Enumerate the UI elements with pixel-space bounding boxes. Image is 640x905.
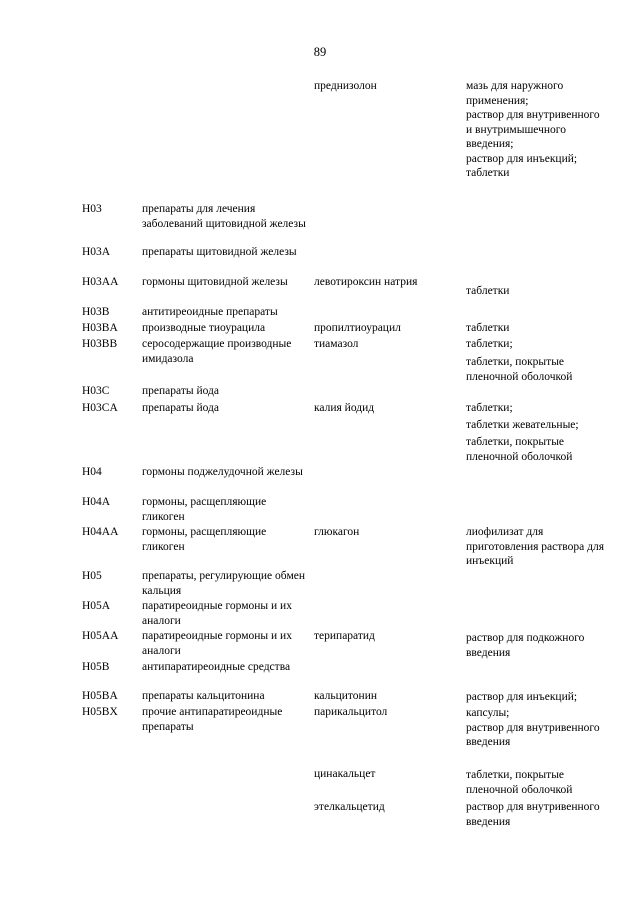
atc-group-cell: антитиреоидные препараты [142, 306, 278, 318]
inn-cell: калия йодид [314, 402, 375, 414]
atc-group-cell: производные тиоурацила [142, 322, 266, 334]
atc-code-cell: H04 [82, 466, 102, 478]
atc-code-cell: H05 [82, 570, 102, 582]
atc-code-cell: H04A [82, 496, 111, 508]
dosage-form-cell: таблетки; [466, 338, 513, 350]
atc-code-cell: H03C [82, 385, 110, 397]
atc-group-cell: препараты щитовидной железы [142, 246, 297, 258]
atc-group-cell: паратиреоидные гормоны и их аналоги [142, 630, 292, 657]
atc-code-cell: H05B [82, 661, 110, 673]
atc-group-cell: препараты, регулирующие обмен кальция [142, 570, 305, 597]
atc-code-cell: H03 [82, 203, 102, 215]
dosage-form-cell: раствор для инъекций; [466, 691, 578, 703]
dosage-form-cell: раствор для внутривенного введения [466, 801, 600, 828]
inn-cell: глюкагон [314, 526, 360, 538]
atc-code-cell: H03BA [82, 322, 118, 334]
inn-cell: преднизолон [314, 80, 377, 92]
atc-code-cell: H05AA [82, 630, 119, 642]
inn-cell: кальцитонин [314, 690, 377, 702]
atc-code-cell: H03AA [82, 276, 119, 288]
atc-group-cell: антипаратиреоидные средства [142, 661, 291, 673]
dosage-form-cell: раствор для подкожного введения [466, 632, 585, 659]
dosage-form-cell: капсулы; раствор для внутривенного введения [466, 707, 600, 748]
dosage-form-cell: таблетки, покрытые пленочной оболочкой [466, 769, 573, 796]
atc-code-cell: H03CA [82, 402, 118, 414]
atc-code-cell: H03BB [82, 338, 118, 350]
atc-group-cell: препараты йода [142, 385, 219, 397]
atc-group-cell: гормоны, расщепляющие гликоген [142, 496, 267, 523]
dosage-form-cell: лиофилизат для приготовления раствора для инъекций [466, 526, 604, 567]
inn-cell: терипаратид [314, 630, 375, 642]
atc-group-cell: препараты йода [142, 402, 219, 414]
page-number: 89 [313, 45, 327, 59]
dosage-form-cell: таблетки, покрытые пленочной оболочкой [466, 356, 573, 383]
atc-group-cell: паратиреоидные гормоны и их аналоги [142, 600, 292, 627]
atc-code-cell: H03A [82, 246, 111, 258]
atc-group-cell: препараты для лечения заболеваний щитовидной железы [142, 203, 306, 230]
dosage-form-cell: таблетки [466, 322, 510, 334]
inn-cell: пропилтиоурацил [314, 322, 401, 334]
dosage-form-cell: таблетки жевательные; [466, 419, 579, 431]
atc-code-cell: H05BX [82, 706, 118, 718]
atc-code-cell: H05A [82, 600, 111, 612]
atc-group-cell: гормоны поджелудочной железы [142, 466, 303, 478]
atc-group-cell: гормоны, расщепляющие гликоген [142, 526, 267, 553]
inn-cell: парикальцитол [314, 706, 388, 718]
dosage-form-cell: таблетки [466, 285, 510, 297]
dosage-form-cell: мазь для наружного применения; раствор для внутривенного и внутримышечного введения; раствор для инъекций; таблетки [466, 80, 600, 179]
atc-code-cell: H03B [82, 306, 110, 318]
dosage-form-cell: таблетки, покрытые пленочной оболочкой [466, 436, 573, 463]
dosage-form-cell: таблетки; [466, 402, 513, 414]
inn-cell: левотироксин натрия [314, 276, 418, 288]
atc-group-cell: серосодержащие производные имидазола [142, 338, 292, 365]
inn-cell: цинакальцет [314, 768, 376, 780]
atc-group-cell: прочие антипаратиреоидные препараты [142, 706, 283, 733]
atc-group-cell: гормоны щитовидной железы [142, 276, 288, 288]
atc-code-cell: H05BA [82, 690, 118, 702]
inn-cell: этелкальцетид [314, 801, 385, 813]
atc-group-cell: препараты кальцитонина [142, 690, 265, 702]
atc-code-cell: H04AA [82, 526, 119, 538]
inn-cell: тиамазол [314, 338, 359, 350]
